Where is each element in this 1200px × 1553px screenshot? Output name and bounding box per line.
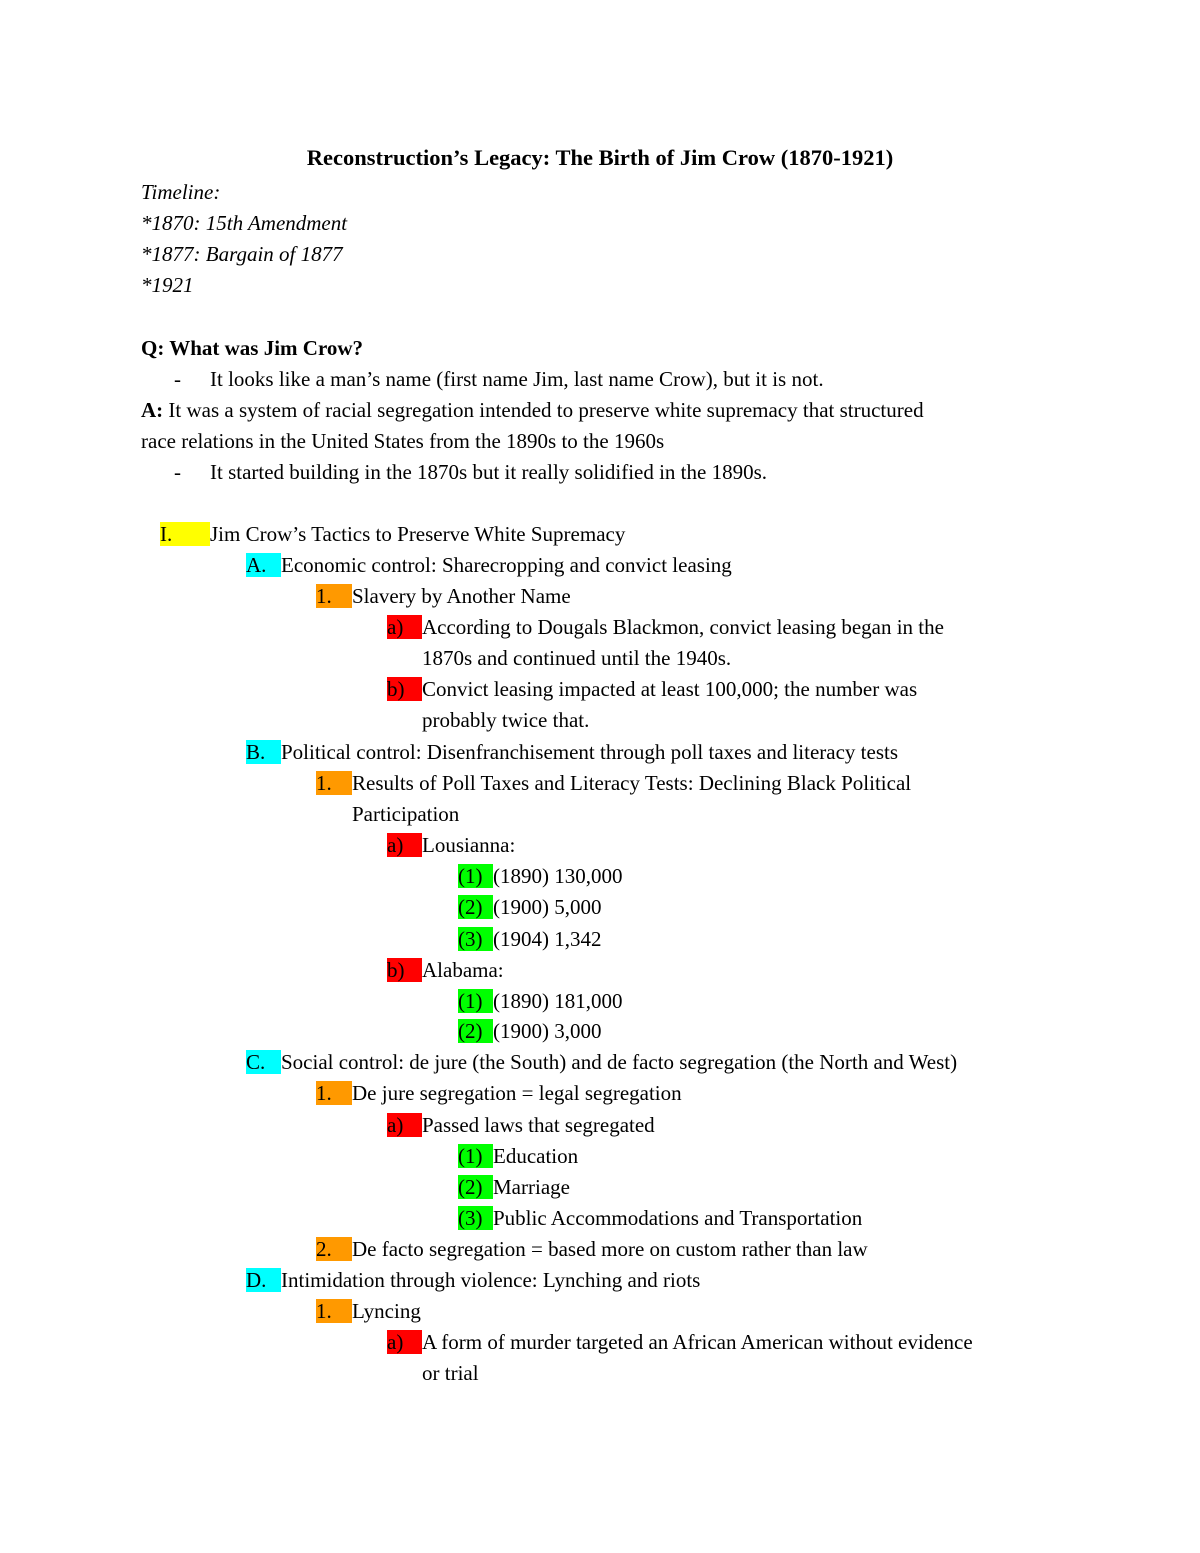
outline-item-B1a2	[458, 893, 602, 921]
outline-marker: 1.	[316, 1299, 352, 1323]
outline-text-continued: or trial	[422, 1361, 479, 1385]
outline-marker: (2)	[458, 1019, 493, 1043]
outline-item-C1a	[387, 1111, 655, 1139]
question-heading: Q: What was Jim Crow?	[141, 336, 364, 360]
outline-item-B1b1	[458, 987, 623, 1015]
outline-text: According to Dougals Blackmon, convict leasing began in the	[422, 615, 944, 639]
outline-text: Social control: de jure (the South) and de facto segregation (the North and West)	[281, 1050, 958, 1074]
outline-item-C2	[316, 1235, 868, 1263]
outline-marker: D.	[246, 1268, 281, 1292]
outline-marker: b)	[387, 958, 422, 982]
answer-text: It was a system of racial segregation intended to preserve white supremacy that structured	[163, 398, 924, 422]
outline-marker: b)	[387, 677, 422, 701]
timeline-item: *1870: 15th Amendment	[141, 211, 348, 235]
outline-marker: (2)	[458, 895, 493, 919]
outline-marker: a)	[387, 1330, 422, 1354]
outline-marker: a)	[387, 615, 422, 639]
outline-item-B	[246, 738, 898, 766]
outline-marker: 1.	[316, 1081, 352, 1105]
outline-marker: (1)	[458, 864, 493, 888]
outline-item-B1a	[387, 831, 515, 859]
outline-text: (1890) 130,000	[493, 864, 623, 888]
outline-text: Intimidation through violence: Lynching and riots	[281, 1268, 701, 1292]
outline-text: Education	[493, 1144, 579, 1168]
bullet-dash: -	[174, 367, 181, 391]
outline-marker: a)	[387, 833, 422, 857]
outline-item-B1b	[387, 956, 504, 984]
outline-item-B1	[316, 769, 911, 797]
outline-item-D1a	[387, 1328, 973, 1356]
outline-text: Slavery by Another Name	[352, 584, 571, 608]
outline-text: Jim Crow’s Tactics to Preserve White Supremacy	[210, 522, 626, 546]
outline-item-D	[246, 1266, 700, 1294]
timeline-item: *1877: Bargain of 1877	[141, 242, 343, 266]
outline-text: Alabama:	[422, 958, 504, 982]
outline-marker: (1)	[458, 989, 493, 1013]
timeline-label: Timeline:	[141, 180, 221, 204]
outline-item-C1a1	[458, 1142, 578, 1170]
outline-marker: (1)	[458, 1144, 493, 1168]
outline-item-A1b	[387, 675, 917, 703]
answer-line	[141, 396, 924, 424]
bullet-dash: -	[174, 460, 181, 484]
outline-item-A	[246, 551, 732, 579]
question-point: It looks like a man’s name (first name Jim, last name Crow), but it is not.	[210, 367, 824, 391]
outline-item-C1	[316, 1079, 682, 1107]
outline-item-B1a1	[458, 862, 623, 890]
outline-marker: C.	[246, 1050, 281, 1074]
outline-text: (1890) 181,000	[493, 989, 623, 1013]
outline-marker: 2.	[316, 1237, 352, 1261]
outline-item-D1	[316, 1297, 421, 1325]
outline-text: Lousianna:	[422, 833, 516, 857]
outline-marker: 1.	[316, 771, 352, 795]
answer-label: A:	[141, 398, 164, 422]
outline-text: Convict leasing impacted at least 100,000; the number was	[422, 677, 918, 701]
timeline-item: *1921	[141, 273, 194, 297]
outline-text: Marriage	[493, 1175, 570, 1199]
outline-text: Public Accommodations and Transportation	[493, 1206, 863, 1230]
outline-item-A1	[316, 582, 571, 610]
outline-marker: a)	[387, 1113, 422, 1137]
outline-item-A1a	[387, 613, 944, 641]
outline-item-C1a2	[458, 1173, 570, 1201]
outline-text: (1904) 1,342	[493, 927, 602, 951]
outline-marker: (3)	[458, 927, 493, 951]
outline-text: De jure segregation = legal segregation	[352, 1081, 682, 1105]
outline-item-C	[246, 1048, 957, 1076]
answer-point: It started building in the 1870s but it really solidified in the 1890s.	[210, 460, 768, 484]
outline-marker: I.	[160, 522, 210, 546]
outline-item-B1b2	[458, 1017, 602, 1045]
outline-text: Results of Poll Taxes and Literacy Tests: Declining Black Political	[352, 771, 912, 795]
outline-text: A form of murder targeted an African American without evidence	[422, 1330, 973, 1354]
outline-text: (1900) 3,000	[493, 1019, 602, 1043]
outline-text: (1900) 5,000	[493, 895, 602, 919]
outline-marker: (2)	[458, 1175, 493, 1199]
outline-item-C1a3	[458, 1204, 862, 1232]
outline-text-continued: probably twice that.	[422, 708, 590, 732]
outline-marker: 1.	[316, 584, 352, 608]
outline-text: Political control: Disenfranchisement through poll taxes and literacy tests	[281, 740, 899, 764]
outline-text: Passed laws that segregated	[422, 1113, 655, 1137]
outline-marker: A.	[246, 553, 281, 577]
outline-text: Lyncing	[352, 1299, 421, 1323]
outline-text-continued: 1870s and continued until the 1940s.	[422, 646, 732, 670]
outline-marker: (3)	[458, 1206, 493, 1230]
outline-text-continued: Participation	[352, 802, 460, 826]
outline-text: Economic control: Sharecropping and convict leasing	[281, 553, 732, 577]
answer-line-continued: race relations in the United States from the 1890s to the 1960s	[141, 429, 665, 453]
outline-item-I	[160, 520, 625, 548]
document-title: Reconstruction’s Legacy: The Birth of Jim Crow (1870-1921)	[306, 145, 894, 170]
outline-text: De facto segregation = based more on custom rather than law	[352, 1237, 868, 1261]
outline-marker: B.	[246, 740, 281, 764]
outline-item-B1a3	[458, 925, 602, 953]
